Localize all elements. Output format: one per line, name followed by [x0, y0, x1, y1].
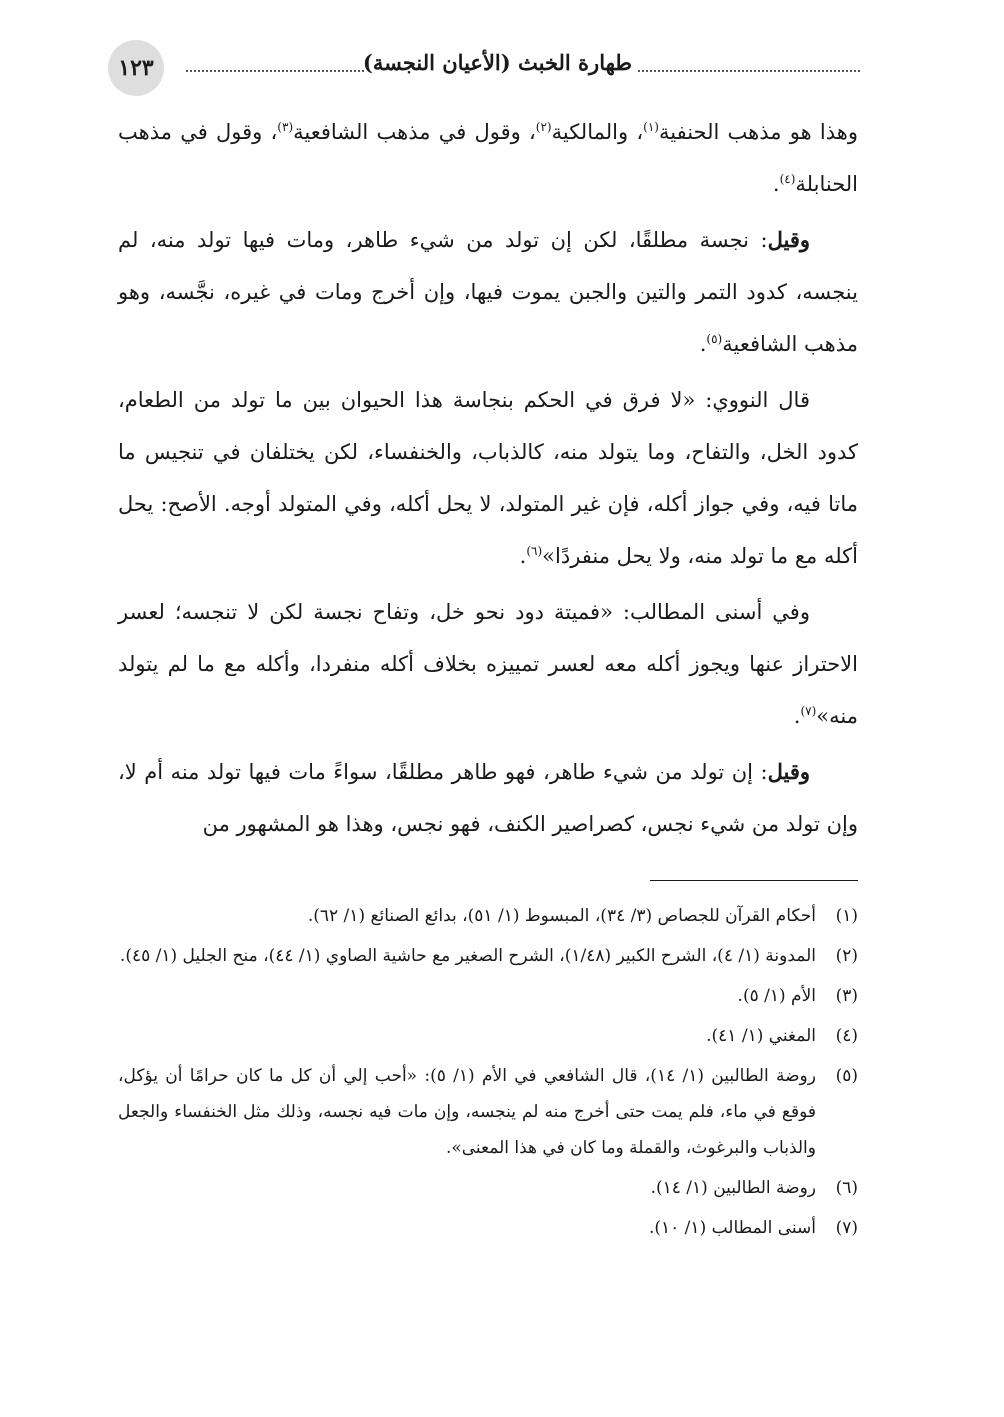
footnote-ref[interactable]: (٧) [800, 704, 817, 718]
footnote-number: (٥) [835, 1066, 858, 1086]
paragraph-text: . [793, 704, 801, 728]
footnote-text: الأم (١/ ٥). [737, 986, 816, 1006]
page-number-badge: ١٢٣ [108, 40, 164, 96]
footnote-number: (٤) [835, 1026, 858, 1046]
footnote-number: (١) [835, 906, 858, 926]
footnote-separator [650, 880, 858, 881]
footnote-number: (٢) [835, 946, 858, 966]
paragraph-1 [118, 106, 858, 210]
footnote-ref[interactable]: (١) [643, 120, 659, 134]
footnote-text: روضة الطالبين (١/ ١٤)، قال الشافعي في الأم (١/ ٥): «أحب إلي أن كل ما كان حرامًا أن يؤكل، فوقع في ماء، فلم يمت حتى أخرج منه لم ينجسه، وإن مات فيه نجسه، وذلك مثل الخنفساء والجعل والذباب والبرغوث، والقملة وما كان في هذا المعنى». [118, 1066, 816, 1158]
footnote-item [118, 1170, 858, 1206]
footnote-ref[interactable]: (٢) [535, 120, 552, 134]
footnote-item [118, 978, 858, 1014]
paragraph-lead: وقيل [767, 759, 810, 784]
footnote-text: المدونة (١/ ٤)، الشرح الكبير (١/٤٨)، الشرح الصغير مع حاشية الصاوي (١/ ٤٤)، منح الجليل (١/ ٤٥). [119, 946, 816, 966]
footnote-text: أحكام القرآن للجصاص (٣/ ٣٤)، المبسوط (١/ ٥١)، بدائع الصنائع (١/ ٦٢). [307, 906, 816, 926]
paragraph-text: وهذا هو مذهب الحنفية [658, 120, 858, 144]
paragraph-text: . [519, 544, 527, 568]
footnote-ref[interactable]: (٤) [779, 172, 796, 186]
footnote-number: (٦) [835, 1178, 858, 1198]
paragraph-text: . [699, 332, 707, 356]
paragraph-2 [118, 214, 858, 370]
paragraph-4 [118, 586, 858, 742]
header-leader-dots-left [186, 70, 364, 72]
paragraph-lead: وقيل [767, 227, 810, 252]
footnote-text: أسنى المطالب (١/ ١٠). [648, 1218, 816, 1238]
paragraph-text: ، وقول في مذهب الشافعية [293, 120, 536, 144]
header-leader-dots-right [638, 70, 860, 72]
footnote-item [118, 938, 858, 974]
footnote-item [118, 898, 858, 934]
footnote-number: (٧) [835, 1218, 858, 1238]
chapter-title: طهارة الخبث (الأعيان النجسة) [362, 50, 632, 75]
main-text [118, 106, 858, 854]
footnote-item [118, 1018, 858, 1054]
paragraph-text: قال النووي: «لا فرق في الحكم بنجاسة هذا الحيوان بين ما تولد من الطعام، كدود الخل، والتفاح، وما يتولد منه، كالذباب، والخنفساء، لكن يختلفان في تنجيس ما ماتا فيه، وفي جواز أكله، فإن غير المتولد، لا يحل أكله، وفي المتولد أوجه. الأصح: يحل أكله مع ما تولد منه، ولا يحل منفردًا» [118, 388, 858, 568]
footnote-number: (٣) [835, 986, 858, 1006]
footnote-ref[interactable]: (٦) [526, 544, 543, 558]
footnote-item [118, 1058, 858, 1166]
paragraph-text: وفي أسنى المطالب: «فميتة دود نحو خل، وتفاح نجسة لكن لا تنجسه؛ لعسر الاحتراز عنها ويجوز أكله معه لعسر تمييزه بخلاف أكله منفردا، وأكله مع ما لم يتولد منه» [118, 600, 858, 728]
footnote-item [118, 1210, 858, 1246]
paragraph-text: : نجسة مطلقًا، لكن إن تولد من شيء طاهر، ومات فيها تولد منه، لم ينجسه، كدود التمر والتين والجبن يموت فيها، وإن أخرج ومات في غيره، نجَّسه، وهو مذهب الشافعية [118, 228, 858, 356]
footnote-ref[interactable]: (٣) [277, 120, 294, 134]
footnote-text: المغني (١/ ٤١). [706, 1026, 816, 1046]
paragraph-text: ، والمالكية [551, 120, 644, 144]
footnote-ref[interactable]: (٥) [706, 332, 723, 346]
paragraph-text: : إن تولد من شيء طاهر، فهو طاهر مطلقًا، سواءً مات فيها تولد منه أم لا، وإن تولد من شيء نجس، كصراصير الكنف، فهو نجس، وهذا هو المشهور من [118, 760, 858, 836]
footnote-text: روضة الطالبين (١/ ١٤). [650, 1178, 816, 1198]
paragraph-3 [118, 374, 858, 582]
paragraph-text: ، وقول في مذهب الحنابلة [118, 120, 858, 196]
paragraph-text: . [772, 172, 780, 196]
paragraph-5 [118, 746, 858, 850]
footnotes-section [118, 898, 858, 1250]
running-header [108, 40, 860, 96]
